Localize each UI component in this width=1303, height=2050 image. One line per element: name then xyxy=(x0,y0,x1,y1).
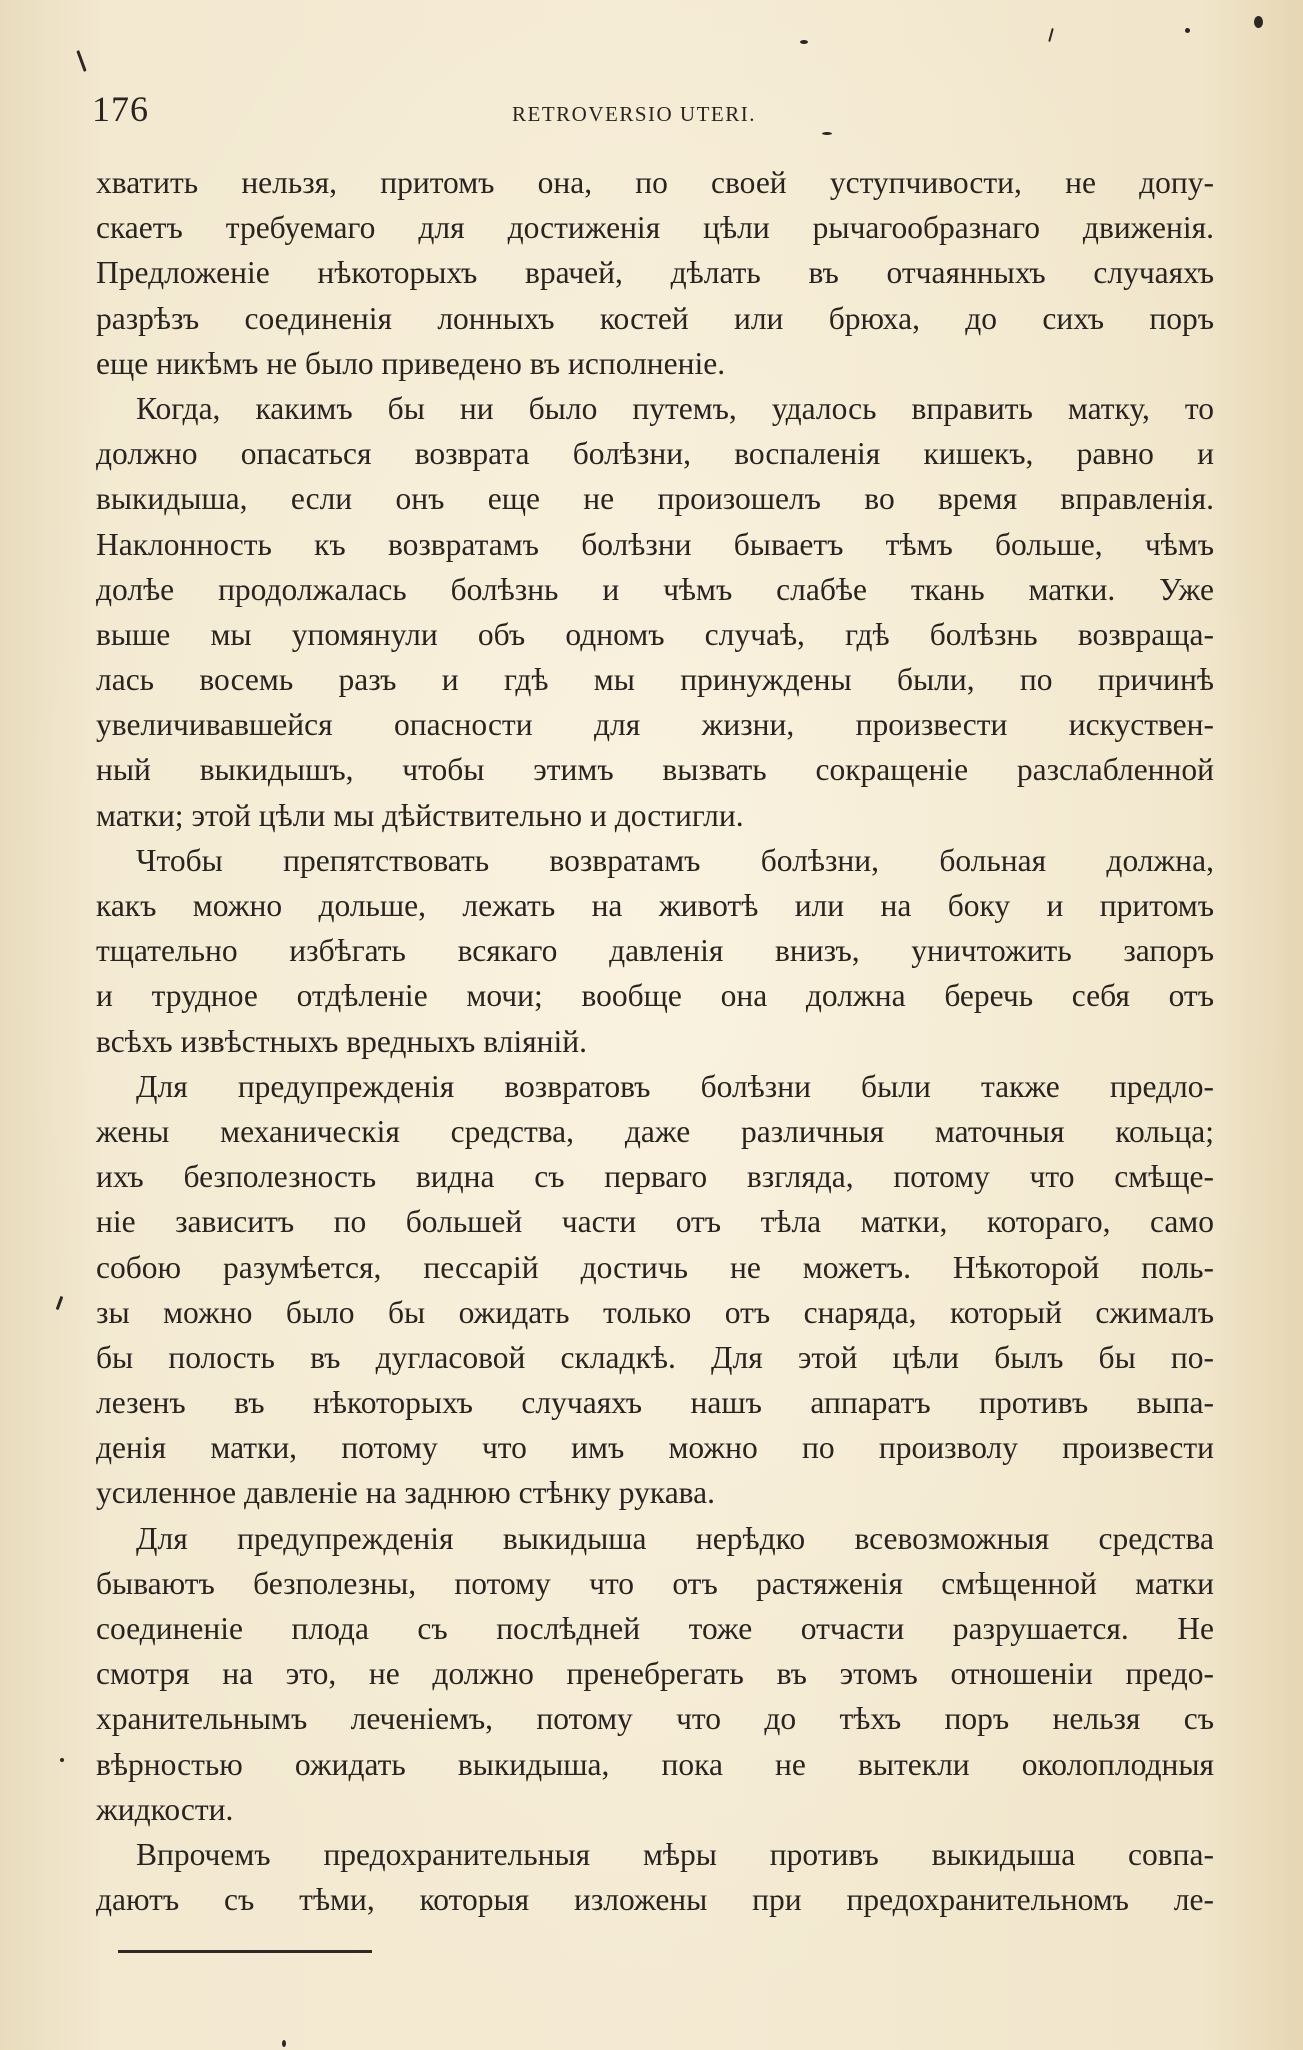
text-line: должно опасаться возврата болѣзни, воспаленія кишекъ, равно и xyxy=(96,436,1214,472)
text-line: усиленное давленіе на заднюю стѣнку рукава. xyxy=(96,1475,715,1511)
text-line: жены механическія средства, даже различныя маточныя кольца; xyxy=(96,1113,1214,1149)
ink-speck xyxy=(1048,28,1054,42)
text-line: хранительнымъ леченіемъ, потому что до тѣхъ поръ нельзя съ xyxy=(96,1701,1214,1737)
text-line: Наклонность къ возвратамъ болѣзни бываетъ тѣмъ больше, чѣмъ xyxy=(96,526,1214,562)
text-line: ный выкидышъ, чтобы этимъ вызвать сокращеніе разслабленной xyxy=(96,752,1214,788)
paragraph xyxy=(96,160,1214,386)
paragraph xyxy=(96,1516,1214,1832)
text-line: и трудное отдѣленіе мочи; вообще она должна беречь себя отъ xyxy=(96,978,1214,1014)
text-line: Когда, какимъ бы ни было путемъ, удалось вправить матку, то xyxy=(136,390,1214,426)
paragraph xyxy=(96,1832,1214,1922)
text-line: какъ можно дольше, лежать на животѣ или на боку и притомъ xyxy=(96,888,1214,923)
text-line: бываютъ безполезны, потому что отъ растяженія смѣщенной матки xyxy=(96,1565,1214,1601)
text-line: лезенъ въ нѣкоторыхъ случаяхъ нашъ аппаратъ противъ выпа- xyxy=(96,1385,1214,1421)
text-line: всѣхъ извѣстныхъ вредныхъ вліяній. xyxy=(96,1023,587,1059)
ink-speck xyxy=(282,2040,286,2047)
text-line: соединеніе плода съ послѣдней тоже отчасти разрушается. Не xyxy=(96,1611,1214,1646)
text-line: ихъ безполезность видна съ перваго взгляда, потому что смѣще- xyxy=(96,1159,1214,1195)
ink-speck xyxy=(76,50,86,72)
text-line: денія матки, потому что имъ можно по произволу произвести xyxy=(96,1430,1214,1466)
ink-speck xyxy=(1254,16,1263,28)
text-line: зы можно было бы ожидать только отъ снаряда, который сжималъ xyxy=(96,1294,1214,1330)
running-head: RETROVERSIO UTERI. xyxy=(512,102,756,126)
body-text xyxy=(96,160,1214,1922)
text-line: Для предупрежденія возвратовъ болѣзни были также предло- xyxy=(136,1068,1214,1104)
text-line: смотря на это, не должно пренебрегать въ этомъ отношеніи предо- xyxy=(96,1656,1214,1692)
text-line: бы полость въ дугласовой складкѣ. Для этой цѣли былъ бы по- xyxy=(96,1339,1214,1375)
text-line: разрѣзъ соединенія лонныхъ костей или брюха, до сихъ поръ xyxy=(96,300,1214,336)
text-line: вѣрностью ожидать выкидыша, пока не вытекли околоплодныя xyxy=(96,1746,1214,1782)
paragraph xyxy=(96,838,1214,1064)
text-line: даютъ съ тѣми, которыя изложены при предохранительномъ ле- xyxy=(96,1882,1214,1918)
text-line: скаетъ требуемаго для достиженія цѣли рычагообразнаго движенія. xyxy=(96,210,1214,246)
text-line: жидкости. xyxy=(96,1791,234,1827)
text-line: выкидыша, если онъ еще не произошелъ во время вправленія. xyxy=(96,481,1214,517)
text-line: еще никѣмъ не было приведено въ исполненіе. xyxy=(96,345,726,381)
text-line: Для предупрежденія выкидыша нерѣдко всевозможныя средства xyxy=(136,1520,1214,1556)
ink-speck xyxy=(822,132,832,135)
text-line: увеличивавшейся опасности для жизни, произвести искуствен- xyxy=(96,707,1214,743)
ink-speck xyxy=(1185,28,1190,33)
text-line: Впрочемъ предохранительныя мѣры противъ выкидыша совпа- xyxy=(136,1836,1214,1872)
text-line: выше мы упомянули объ одномъ случаѣ, гдѣ болѣзнь возвраща- xyxy=(96,616,1214,652)
text-line: собою разумѣется, пессарій достичь не можетъ. Нѣкоторой поль- xyxy=(96,1249,1214,1285)
text-line: тщательно избѣгать всякаго давленія внизъ, уничтожить запоръ xyxy=(96,933,1214,969)
paragraph xyxy=(96,386,1214,838)
text-line: лась восемь разъ и гдѣ мы принуждены были, по причинѣ xyxy=(96,662,1214,698)
text-line: матки; этой цѣли мы дѣйствительно и достигли. xyxy=(96,797,744,833)
ink-speck xyxy=(60,1758,64,1762)
page-header xyxy=(92,88,1232,138)
ink-speck xyxy=(800,40,808,44)
text-line: Предложеніе нѣкоторыхъ врачей, дѣлать въ отчаянныхъ случаяхъ xyxy=(96,255,1214,291)
text-line: долѣе продолжалась болѣзнь и чѣмъ слабѣе ткань матки. Уже xyxy=(96,571,1214,607)
ink-speck xyxy=(56,1296,64,1310)
page-number: 176 xyxy=(92,89,149,129)
paragraph xyxy=(96,1064,1214,1516)
footnote-rule xyxy=(118,1950,372,1953)
text-line: хватить нельзя, притомъ она, по своей уступчивости, не допу- xyxy=(96,165,1214,200)
text-line: Чтобы препятствовать возвратамъ болѣзни, больная должна, xyxy=(136,842,1214,878)
text-line: ніе зависитъ по большей части отъ тѣла матки, котораго, само xyxy=(96,1204,1214,1240)
